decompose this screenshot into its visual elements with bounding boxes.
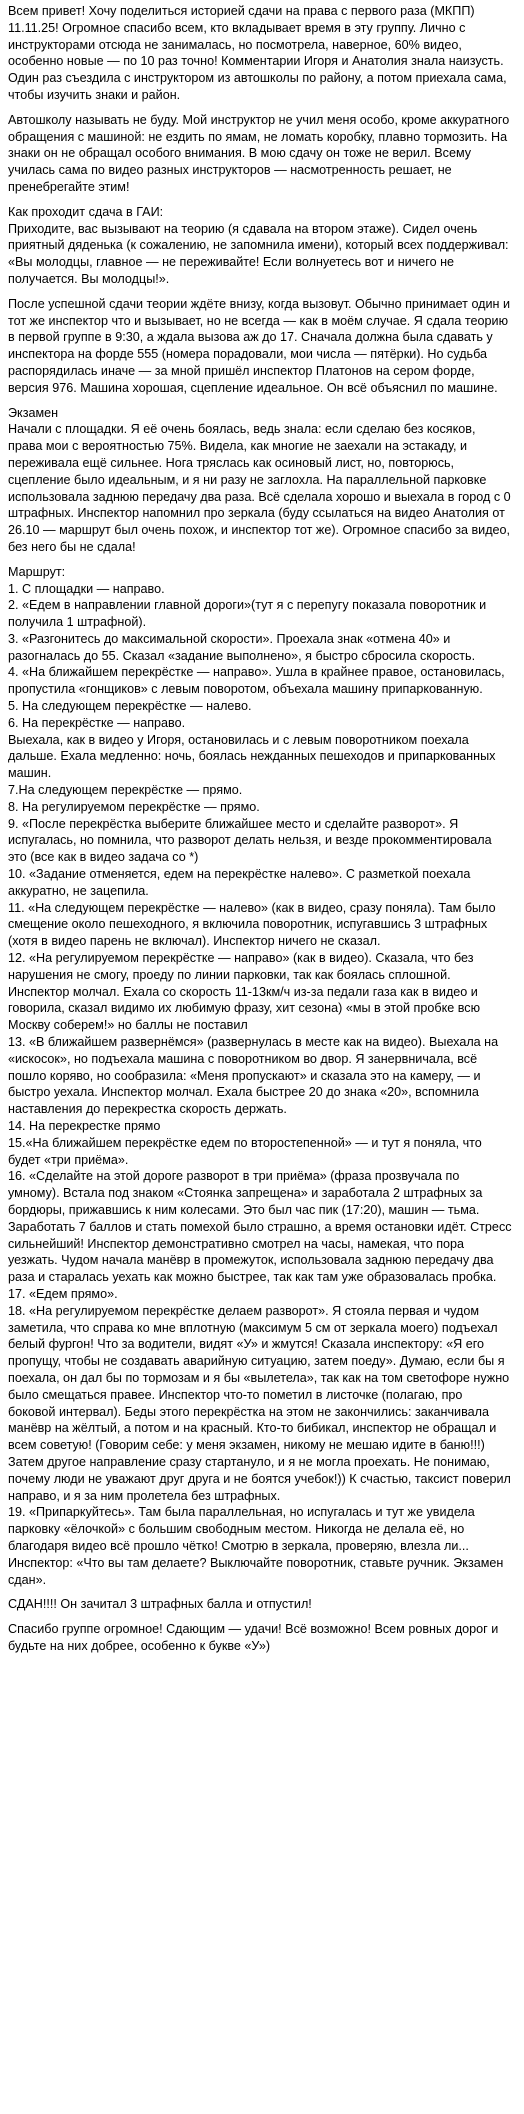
exam-section xyxy=(8,405,512,556)
route-step: 8. На регулируемом перекрёстке — прямо. xyxy=(8,799,260,814)
thanks-paragraph: Спасибо группе огромное! Сдающим — удачи! Всё возможно! Всем ровных дорог и будьте на них добрее, особенно к букве «У») xyxy=(8,1622,499,1653)
route-step: 1. С площадки — направо. xyxy=(8,581,165,596)
route-step: 18. «На регулируемом перекрёстке делаем разворот». Я стояла первая и чудом заметила, что справа ко мне вплотную (максимум 5 см от зеркала моего) подъехал белый фургон! Что за водители, видят «У» и жмутся! Сказала инспектору: «Я его пропущу, чтобы не создавать аварийную ситуацию, затем поеду». Думаю, если бы я поехала, он дал бы по тормозам и я бы «вылетела», так как на том светофоре нужно было смещаться правее. Инспектор что-то пометил в листочке (полагаю, про боковой интервал). Беды этого перекрёстка на этом не закончились: заканчивала манёвр на жёлтый, а потом и на красный. Кто-то бибикал, инспектор не обращал и всем советую! (Говорим себе: у меня экзамен, никому не мешаю идите в баню!!!) Затем другое направление сразу стартануло, и я не могла проехать. Не понимаю, почему люди не уважают друг друга и не боятся учебок!)) К счастью, таксист поверил направо, и я за ним пролетела без штрафных. xyxy=(8,1303,511,1503)
route-step: 3. «Разгонитесь до максимальной скорости». Проехала знак «отмена 40» и разогналась до 55. Сказал «задание выполнено», я быстро сбросила скорость. xyxy=(8,631,476,663)
route-step: 9. «После перекрёстка выберите ближайшее место и сделайте разворот». Я испугалась, но помнила, что разворот делать нельзя, и везде прокомментировала это (все как в видео задача со *) xyxy=(8,816,492,865)
gai-heading: Как проходит сдача в ГАИ: xyxy=(8,204,164,219)
route-step: 7.На следующем перекрёстке — прямо. xyxy=(8,783,243,798)
route-step: 5. На следующем перекрёстке — налево. xyxy=(8,699,252,714)
route-step: 17. «Едем прямо». xyxy=(8,1286,118,1301)
result-paragraph: СДАН!!!! Он зачитал 3 штрафных балла и отпустил! xyxy=(8,1597,312,1612)
route-step: 14. На перекрестке прямо xyxy=(8,1119,161,1133)
exam-paragraph: Начали с площадки. Я её очень боялась, ведь знала: если сделаю без косяков, права мои с вероятностью 75%. Видела, как многие не заехали на эстакаду, и переживала ещё сильнее. Нога тряслась как осиновый лист, но, повторюсь, сцепление было идеальным, и я ни разу не заглохла. На параллельной парковке использовала заднюю передачу два раза. Всё сделала хорошо и выехала в город с 0 штрафных. Инспектор напомнил про зеркала (буду ссылаться на видео Анатолия от 26.10 — маршрут был очень похож, и инспектор тот же). Огромное спасибо за видео, без него бы не сдала! xyxy=(8,422,511,554)
route-step: 16. «Сделайте на этой дороге разворот в три приёма» (фраза прозвучала по умному). Встала под знаком «Стоянка запрещена» и заработала 2 штрафных за бордюры, прижавшись к ним колесами. Это был час пик (17:20), машин — тьма. Заработать 7 баллов и стать помехой было страшно, а время остановки идёт. Стресс сильнейший! Инспектор демонстративно смотрел на часы, намекая, что пора уезжать. Чудом начала манёвр в промежуток, использовала заднюю передачу два раза и старалась уехать как можно быстрее, так как там уже образовалась пробка. xyxy=(8,1169,512,1285)
gai-theory-paragraph: Приходите, вас вызывают на теорию (я сдавала на втором этаже). Сидел очень приятный дяденька (к сожалению, не запомнила имени), который всех поддерживал: «Вы молодцы, главное — не переживайте! Если волнуетесь вот и ничего не получается. Вы молодцы!». xyxy=(8,221,509,286)
gai-section xyxy=(8,204,512,397)
intro-paragraph: Всем привет! Хочу поделиться историей сдачи на права с первого раза (МКПП) 11.11.25! Огромное спасибо всем, кто вкладывает время в эту группу. Лично с инструкторами отсюда не занималась, но посмотрела, наверное, 60% видео, особенно новые — по 10 раз точно! Комментарии Игоря и Анатолия знала наизусть. Один раз съездила с инструктором из автошколы по району, а потом приехала сама, чтобы изучить знаки и район. xyxy=(8,4,507,102)
exam-heading: Экзамен xyxy=(8,405,59,420)
route-step: Выехала, как в видео у Игоря, остановилась и с левым поворотником поехала дальше. Ехала медленно: ночь, боялась нежданных пешеходов и припаркованных машин. xyxy=(8,732,496,781)
route-step: 6. На перекрёстке — направо. xyxy=(8,715,186,730)
route-step: 12. «На регулируемом перекрёстке — направо» (как в видео). Сказала, что без нарушения не смогу, проеду по линии парковки, так как боялась сплошной. Инспектор молчал. Ехала со скорость 11-13км/ч из-за педали газа как в видео и говорила, сказал видимо их любимую фразу, хит сезона) «мы в этой пробке всю Москву соберем!» но баллы не поставил xyxy=(8,951,481,1033)
driving-school-paragraph: Автошколу называть не буду. Мой инструктор не учил меня особо, кроме аккуратного обращения с машиной: не ездить по ямам, не ломать коробку, плавно тормозить. На знаки он не обращал особого внимания. В мою сдачу он тоже не верил. Всему училась сама по видео разных инструкторов — насмотренность решает, не пренебрегайте этим! xyxy=(8,112,510,194)
route-step: 15.«На ближайшем перекрёстке едем по второстепенной» — и тут я поняла, что будет «три приёма». xyxy=(8,1135,482,1167)
route-heading: Маршрут: xyxy=(8,564,66,579)
gai-waiting-paragraph: После успешной сдачи теории ждёте внизу, когда вызовут. Обычно принимает один и тот же инспектор что и вызывает, но не всегда — как в моём случае. Я сдала теорию в первой группе в 9:30, а ждала вызова аж до 17. Сначала должна была сдавать у инспектора на форде 555 (номера порадовали, мои числа — пятёрки). Но судьба распорядилась иначе — за мной пришёл инспектор Платонов на сером форде, версия 976. Машина хорошая, сцепление идеальное. Он всё объяснил по машине. xyxy=(8,296,511,395)
route-section xyxy=(8,564,512,1589)
route-step: 11. «На следующем перекрёстке — налево» (как в видео, сразу поняла). Там было смещение около пешеходного, я включила поворотник, испугавшись 3 штрафных (хотя в видео парень не включал). Инспектор ничего не сказал. xyxy=(8,900,496,949)
route-step: 13. «В ближайшем развернёмся» (развернулась в месте как на видео). Выехала на «искосок», но подъехала машина с поворотником во двор. Я занервничала, всё пошло коряво, но сообразила: «Меня пропускают» и сказала это на камеру, — и быстро уехала. Инспектор молчал. Ехала быстрее 20 до знака «20», вспомнила наставления до перекрестка скорость держать. xyxy=(8,1035,499,1117)
route-step: 19. «Припаркуйтесь». Там была параллельная, но испугалась и тут же увидела парковку «ёлочкой» с большим свободным местом. Никогда не делала её, но благодаря видео всё прошло чётко! Смотрю в зеркала, проверяю, влезла ли... Инспектор: «Что вы там делаете? Выключайте поворотник, ставьте ручник. Экзамен сдан». xyxy=(8,1505,504,1587)
route-step: 4. «На ближайшем перекрёстке — направо». Ушла в крайнее правое, остановилась, пропустила «гонщиков» с левым поворотом, объехала машину припаркованную. xyxy=(8,665,505,697)
paragraph-gap xyxy=(8,288,512,296)
route-step: 10. «Задание отменяется, едем на перекрёстке налево». С разметкой поехала аккуратно, не зацепила. xyxy=(8,867,471,898)
route-step: 2. «Едем в направлении главной дороги»(тут я с перепугу показала поворотник и получила 1 штрафной). xyxy=(8,598,487,630)
